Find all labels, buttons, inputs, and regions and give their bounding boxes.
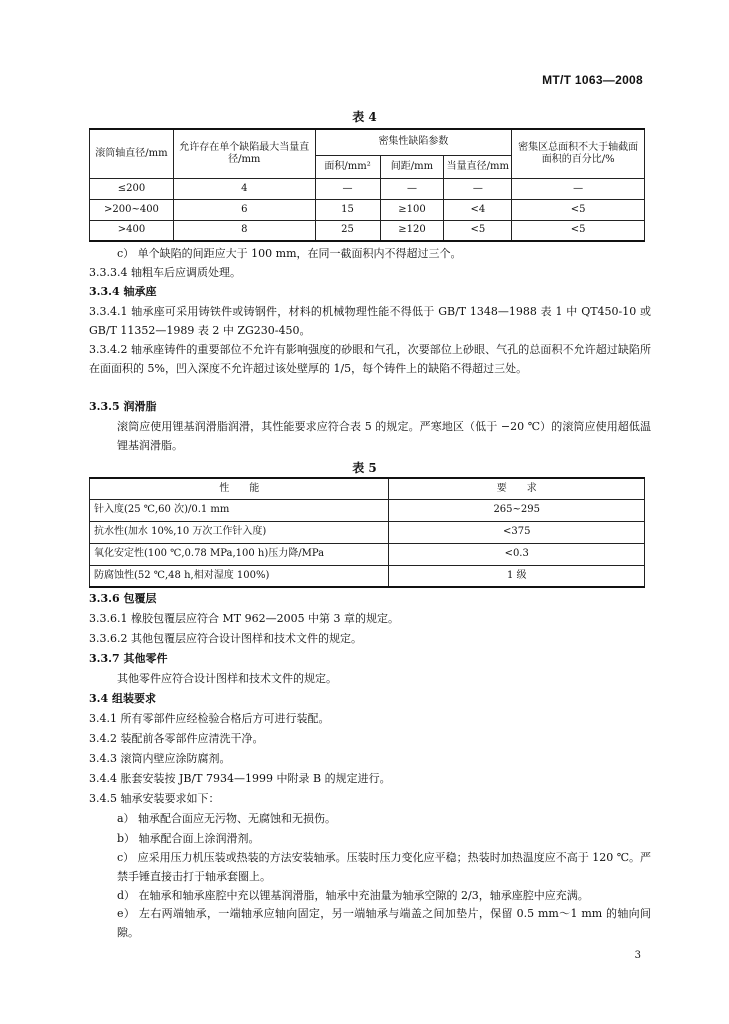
table-cell: 氧化安定性(100 ℃,0.78 MPa,100 h)压力降/MPa <box>90 543 389 565</box>
table-cell: <4 <box>444 199 512 220</box>
table-cell: ≥120 <box>380 220 444 241</box>
clause-3-4-1: 3.4.1 所有零部件应经检验合格后方可进行装配。 <box>89 712 330 725</box>
table-row <box>90 220 645 241</box>
table-cell: >400 <box>90 220 174 241</box>
table4-header-equiv-diameter: 当量直径/mm <box>444 155 512 178</box>
table-cell: <5 <box>444 220 512 241</box>
table5-title: 表 5 <box>352 461 377 475</box>
table-cell: <5 <box>512 220 645 241</box>
table5 <box>89 477 645 588</box>
clause-3-3-6-2: 3.3.6.2 其他包覆层应符合设计图样和技术文件的规定。 <box>89 632 362 645</box>
table4-header-dense-area-percent: 密集区总面积不大于轴截面面积的百分比/% <box>512 129 645 178</box>
clause-3-4-2: 3.4.2 装配前各零部件应清洗干净。 <box>89 732 264 745</box>
item-c-defect-spacing: c） 单个缺陷的间距应大于 100 mm，在同一截面积内不得超过三个。 <box>117 247 462 260</box>
table4-header-shaft-diameter: 滚筒轴直径/mm <box>90 129 174 178</box>
heading-3-3-4: 3.3.4 轴承座 <box>89 285 157 298</box>
heading-3-3-5: 3.3.5 润滑脂 <box>89 400 157 413</box>
clause-3-3-6-1: 3.3.6.1 橡胶包覆层应符合 MT 962—2005 中第 3 章的规定。 <box>89 612 400 625</box>
table-cell: ≤200 <box>90 178 174 199</box>
table-cell: 抗水性(加水 10%,10 万次工作针入度) <box>90 521 389 543</box>
table-cell: <5 <box>512 199 645 220</box>
table-cell: — <box>444 178 512 199</box>
heading-3-3-7: 3.3.7 其他零件 <box>89 652 168 665</box>
table5-header-requirement: 要 求 <box>389 478 645 499</box>
page-number: 3 <box>634 950 641 961</box>
clause-3-4-5: 3.4.5 轴承安装要求如下： <box>89 792 220 805</box>
item-a-bearing-surface: a） 轴承配合面应无污物、无腐蚀和无损伤。 <box>117 812 337 825</box>
table4-header-spacing: 间距/mm <box>380 155 444 178</box>
standard-number: MT/T 1063—2008 <box>542 73 643 87</box>
table-cell: — <box>380 178 444 199</box>
table-row <box>90 521 645 543</box>
table-cell: — <box>315 178 380 199</box>
table-cell: 6 <box>173 199 315 220</box>
table-cell: <375 <box>389 521 645 543</box>
table-row <box>90 543 645 565</box>
item-d-grease-fill: d） 在轴承和轴承座腔中充以锂基润滑脂，轴承中充油量为轴承空隙的 2/3，轴承座腔中应充满。 <box>117 889 589 902</box>
table-row <box>90 178 645 199</box>
clause-3-4-4: 3.4.4 胀套安装按 JB/T 7934—1999 中附录 B 的规定进行。 <box>89 772 391 785</box>
clause-3-3-5-text: 滚筒应使用锂基润滑脂润滑，其性能要求应符合表 5 的规定。严寒地区（低于 −20 ℃）的滚筒应使用超低温锂基润滑脂。 <box>117 420 651 452</box>
table-cell: >200~400 <box>90 199 174 220</box>
table-row <box>90 499 645 521</box>
table-cell: 防腐蚀性(52 ℃,48 h,相对湿度 100%) <box>90 565 389 587</box>
clause-3-3-7-text: 其他零件应符合设计图样和技术文件的规定。 <box>117 672 337 685</box>
heading-3-4: 3.4 组装要求 <box>89 692 156 705</box>
item-b-lubricant: b） 轴承配合面上涂润滑剂。 <box>117 832 260 845</box>
table5-header-property: 性 能 <box>90 478 389 499</box>
table4-header-single-defect: 允许存在单个缺陷最大当量直径/mm <box>173 129 315 178</box>
table-cell: 1 级 <box>389 565 645 587</box>
table4-header-dense-defect-group: 密集性缺陷参数 <box>315 129 512 155</box>
item-e-axial-clearance: e） 左右两端轴承，一端轴承应轴向固定，另一端轴承与端盖之间加垫片，保留 0.5 mm～1 mm 的轴向间隙。 <box>117 907 651 939</box>
table-row <box>90 199 645 220</box>
table-row <box>90 565 645 587</box>
table4-header-area: 面积/mm² <box>315 155 380 178</box>
table-cell: 针入度(25 ℃,60 次)/0.1 mm <box>90 499 389 521</box>
table-cell: 15 <box>315 199 380 220</box>
table-cell: 265~295 <box>389 499 645 521</box>
table-cell: ≥100 <box>380 199 444 220</box>
table4-title: 表 4 <box>352 110 377 124</box>
table-cell: <0.3 <box>389 543 645 565</box>
clause-3-3-4-2: 3.3.4.2 轴承座铸件的重要部位不允许有影响强度的砂眼和气孔，次要部位上砂眼、气孔的总面积不允许超过缺陷所在面面积的 5%，凹入深度不允许超过该处壁厚的 1/5，每个铸件上的缺陷不得超过三处。 <box>89 343 651 375</box>
table-cell: — <box>512 178 645 199</box>
table-cell: 25 <box>315 220 380 241</box>
heading-3-3-6: 3.3.6 包覆层 <box>89 592 157 605</box>
item-c-installation-method: c） 应采用压力机压装或热装的方法安装轴承。压装时压力变化应平稳；热装时加热温度应不高于 120 ℃。严禁手锤直接击打于轴承套圈上。 <box>117 851 651 883</box>
table4 <box>89 128 645 242</box>
clause-3-4-3: 3.4.3 滚筒内壁应涂防腐剂。 <box>89 752 231 765</box>
clause-3-3-3-4: 3.3.3.4 轴粗车后应调质处理。 <box>89 266 241 279</box>
clause-3-3-4-1: 3.3.4.1 轴承座可采用铸铁件或铸钢件，材料的机械物理性能不得低于 GB/T 1348—1988 表 1 中 QT450-10 或 GB/T 11352—1989 表 2 中 ZG230-450。 <box>89 305 651 337</box>
table-cell: 4 <box>173 178 315 199</box>
table-cell: 8 <box>173 220 315 241</box>
